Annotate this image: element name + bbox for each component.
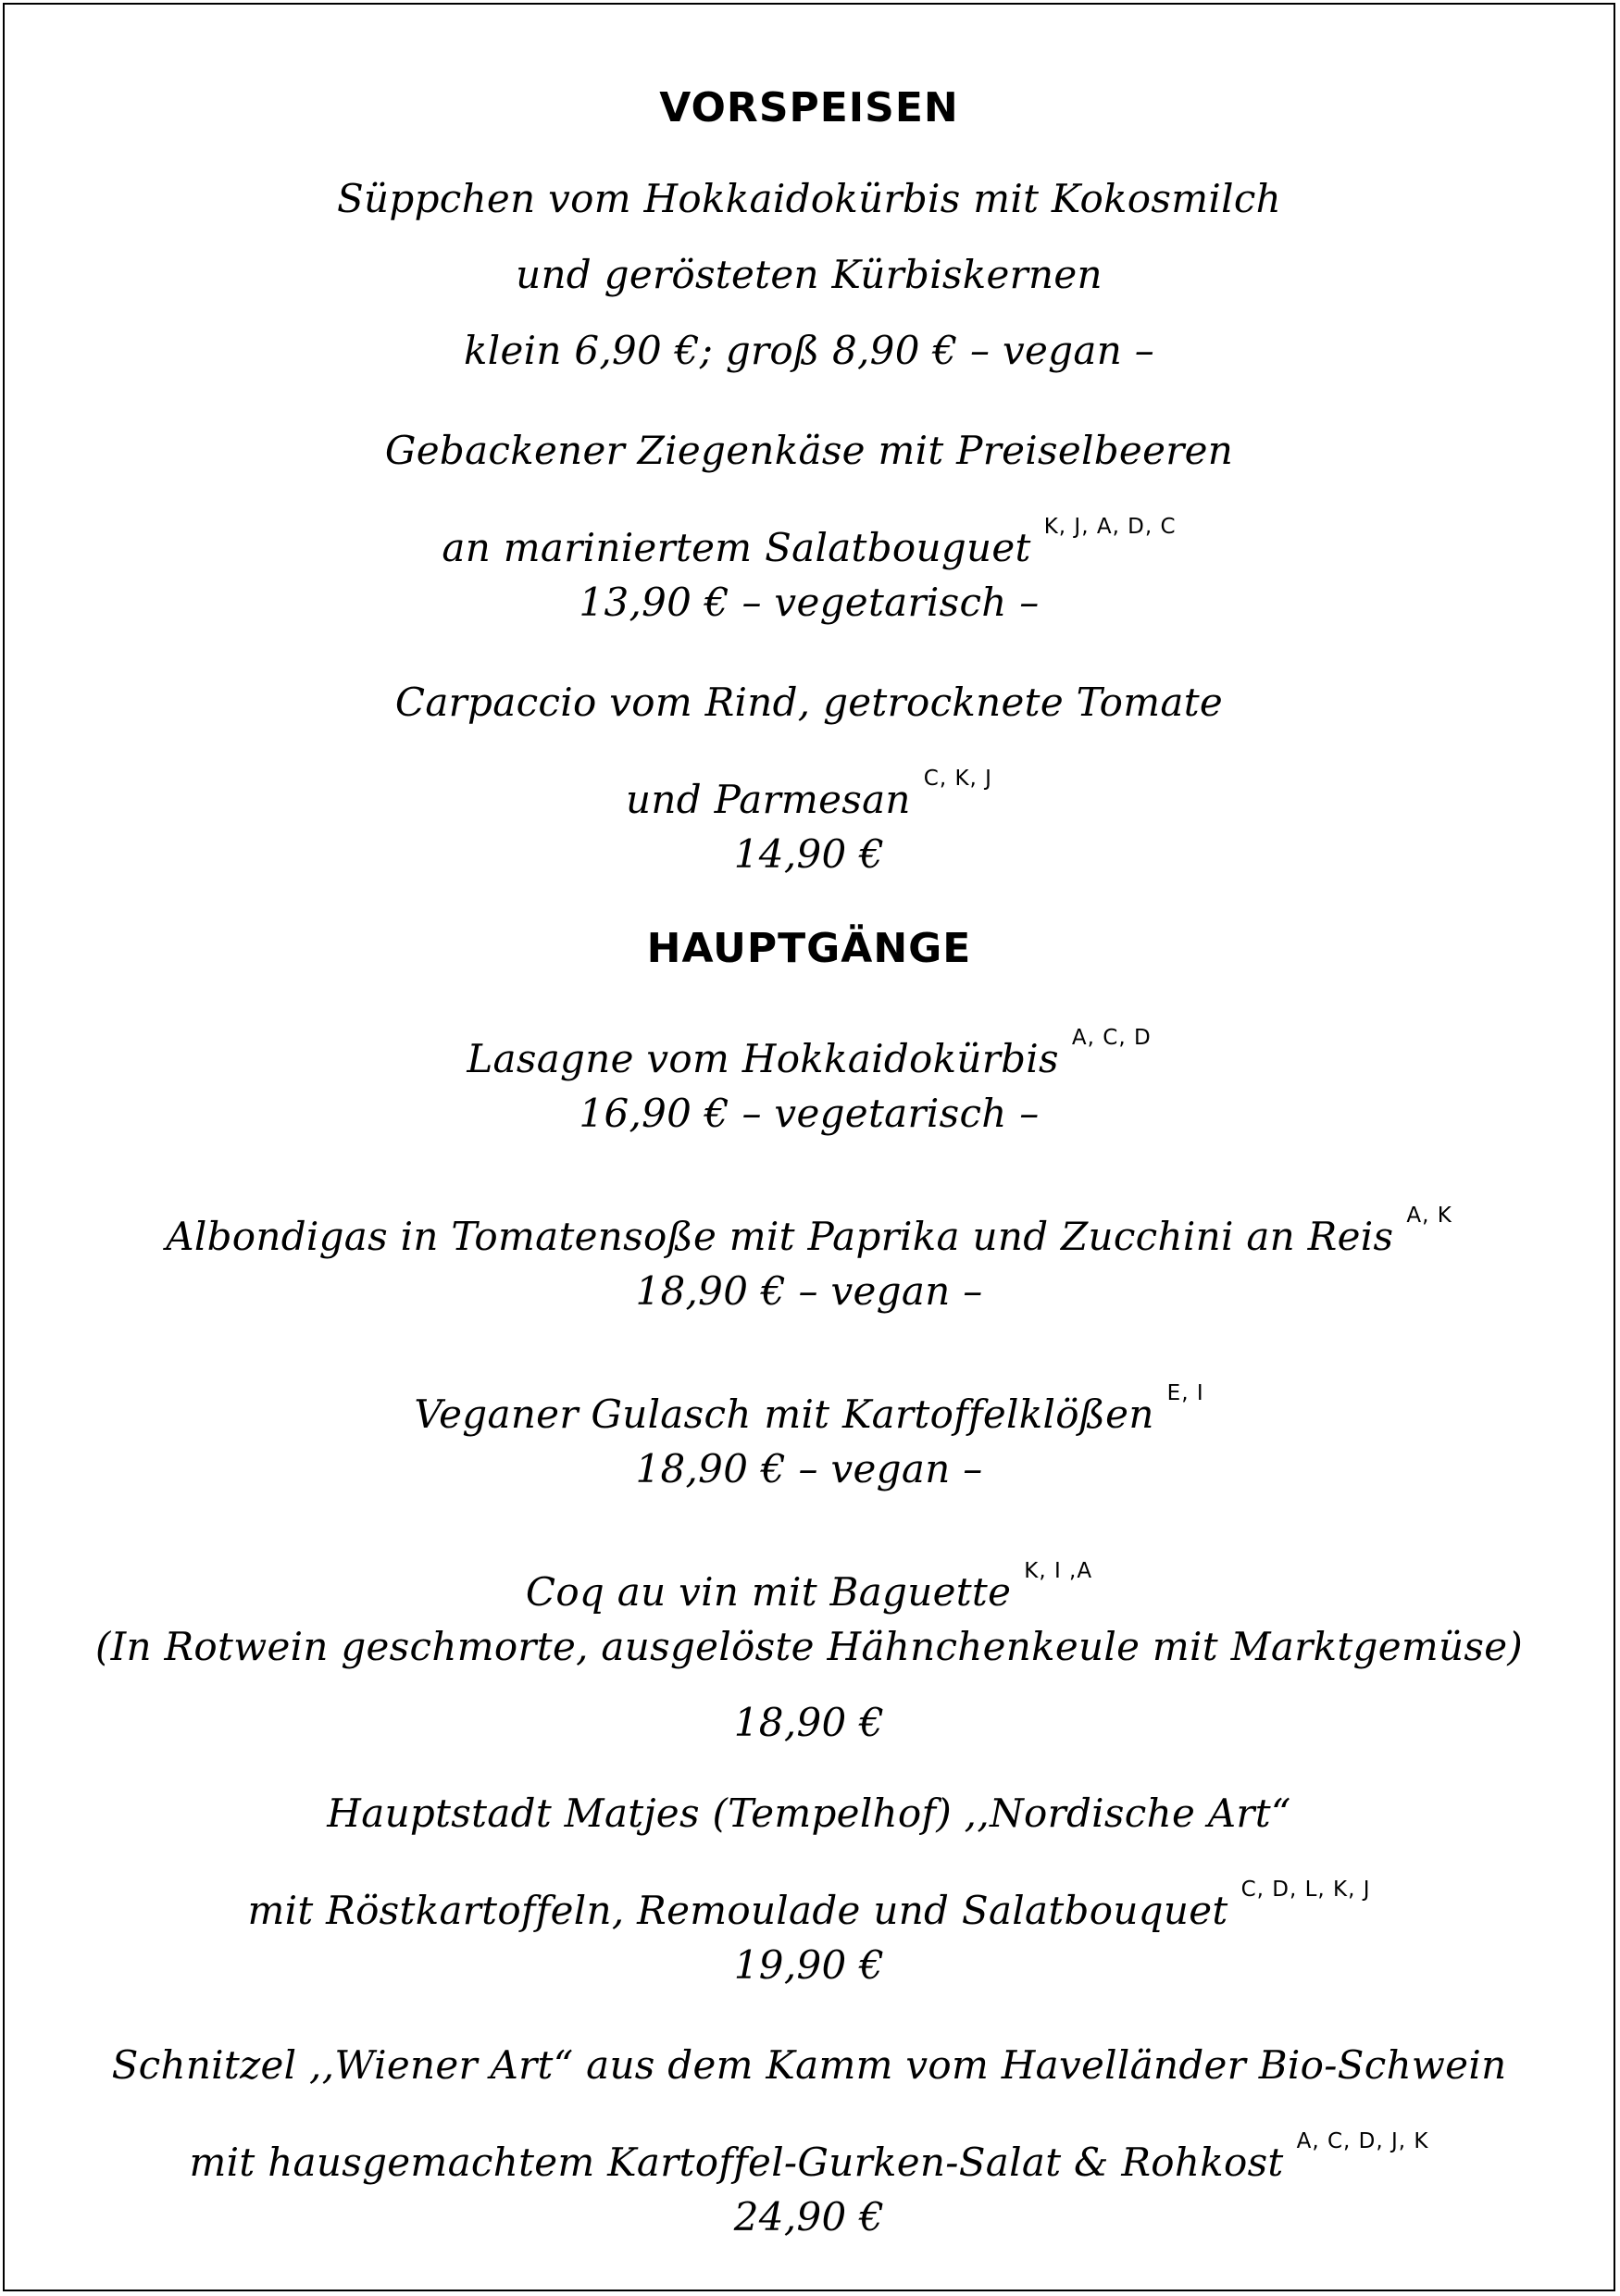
allergen-codes: A, C, D	[1071, 1026, 1152, 1050]
dish-name-text: und Parmesan	[626, 777, 911, 822]
menu-page	[3, 3, 1615, 2291]
dish-name-line	[5, 1366, 1614, 1442]
dish-name-line	[5, 751, 1614, 828]
allergen-codes: K, J, A, D, C	[1043, 515, 1177, 539]
allergen-codes: E, I	[1166, 1381, 1204, 1405]
dish-price: klein 6,90 €; groß 8,90 € – vegan –	[463, 328, 1154, 373]
dish-name-line	[5, 499, 1614, 576]
dish-description: (In Rotwein geschmorte, ausgelöste Hähnchenkeule mit Marktgemüse)	[94, 1624, 1524, 1669]
allergen-codes: C, D, L, K, J	[1240, 1878, 1371, 1902]
dish-name-line: Schnitzel ,,Wiener Art“ aus dem Kamm vom Havelländer Bio-Schwein	[111, 2042, 1507, 2088]
dish-name-line: Süppchen vom Hokkaidokürbis mit Kokosmilch	[336, 176, 1282, 221]
dish-name-line: und gerösteten Kürbiskernen	[516, 252, 1103, 297]
allergen-codes: C, K, J	[923, 767, 992, 791]
dish-price: 19,90 €	[733, 1942, 885, 1988]
dish-price: 14,90 €	[733, 831, 885, 877]
dish-name-line	[5, 2114, 1614, 2190]
dish-price: 16,90 € – vegetarisch –	[579, 1091, 1040, 1136]
dish-name-line: Gebackener Ziegenkäse mit Preiselbeeren	[384, 428, 1234, 473]
dish-price: 18,90 € – vegan –	[635, 1446, 983, 1491]
dish-name-text: Coq au vin mit Baguette	[525, 1569, 1012, 1615]
dish-name-line	[5, 1010, 1614, 1087]
dish-price: 18,90 €	[733, 1700, 885, 1745]
dish-price: 13,90 € – vegetarisch –	[579, 580, 1040, 625]
dish-name-text: mit Röstkartoffeln, Remoulade und Salatbouquet	[247, 1888, 1228, 1933]
allergen-codes: A, C, D, J, K	[1296, 2129, 1429, 2153]
section-heading-vorspeisen: VORSPEISEN	[659, 84, 959, 131]
dish-name-text: an mariniertem Salatbouguet	[442, 525, 1031, 570]
allergen-codes: A, K	[1406, 1204, 1452, 1228]
dish-name-line: Hauptstadt Matjes (Tempelhof) ,,Nordische Art“	[327, 1791, 1291, 1836]
dish-name-text: mit hausgemachtem Kartoffel-Gurken-Salat & Rohkost	[189, 2140, 1284, 2185]
dish-name-line	[5, 1543, 1614, 1620]
dish-name-line	[5, 1188, 1614, 1265]
dish-name-line: Carpaccio vom Rind, getrocknete Tomate	[394, 680, 1224, 725]
dish-name-text: Veganer Gulasch mit Kartoffelklößen	[414, 1391, 1154, 1437]
dish-name-line	[5, 1862, 1614, 1939]
section-heading-hauptgaenge: HAUPTGÄNGE	[646, 925, 972, 972]
dish-name-text: Albondigas in Tomatensoße mit Paprika und Zucchini an Reis	[166, 1214, 1394, 1259]
dish-price: 24,90 €	[733, 2194, 885, 2240]
dish-name-text: Lasagne vom Hokkaidokürbis	[467, 1036, 1059, 1081]
allergen-codes: K, I ,A	[1024, 1559, 1093, 1583]
dish-price: 18,90 € – vegan –	[635, 1268, 983, 1314]
